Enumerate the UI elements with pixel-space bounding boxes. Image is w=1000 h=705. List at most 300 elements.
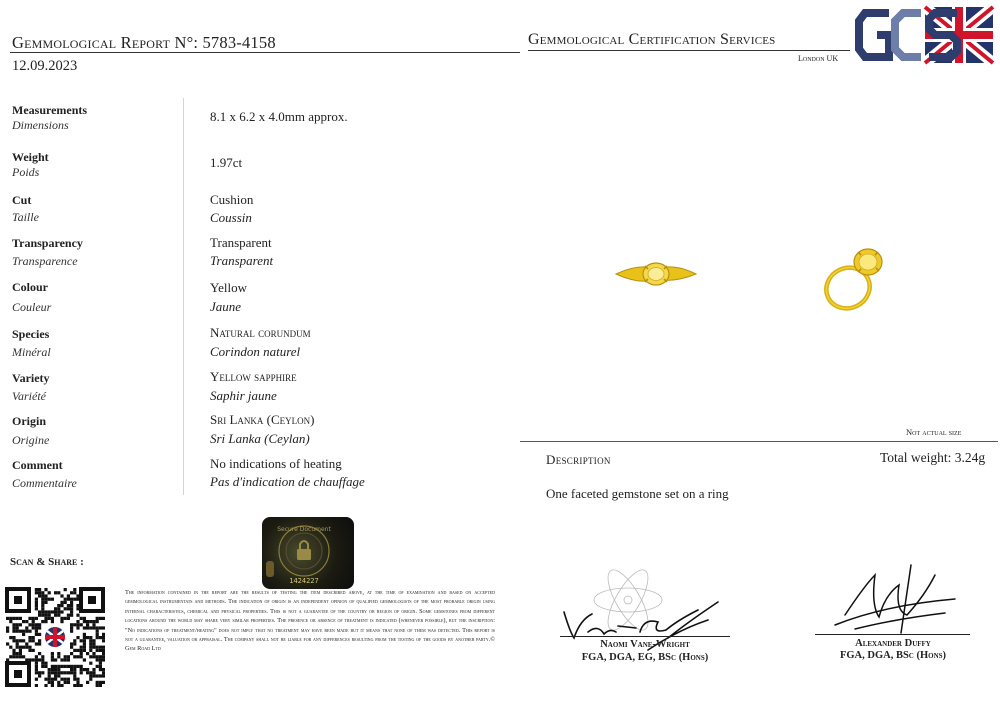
qr-module xyxy=(73,598,76,601)
qr-module xyxy=(16,646,19,649)
qr-module xyxy=(89,662,92,665)
qr-module xyxy=(44,601,47,604)
qr-module xyxy=(102,655,105,658)
qr-module xyxy=(76,649,79,652)
comment-value-fr: Pas d'indication de chauffage xyxy=(210,474,365,489)
qr-module xyxy=(89,639,92,642)
qr-module xyxy=(57,652,60,655)
qr-module xyxy=(67,665,70,668)
qr-module xyxy=(86,636,89,639)
qr-module xyxy=(38,594,41,597)
qr-module xyxy=(28,639,31,642)
qr-module xyxy=(99,626,102,629)
weight-label: Weight xyxy=(12,150,49,164)
qr-module xyxy=(96,617,99,620)
qr-module xyxy=(86,681,89,684)
qr-module xyxy=(22,639,25,642)
transparency-value-fr: Transparent xyxy=(210,253,274,268)
qr-module xyxy=(73,642,76,645)
qr-module xyxy=(38,639,41,642)
qr-module xyxy=(99,662,102,665)
qr-module xyxy=(89,642,92,645)
qr-module xyxy=(96,674,99,677)
qr-module xyxy=(102,636,105,639)
qr-module xyxy=(73,665,76,668)
qr-module xyxy=(9,617,12,620)
qr-module xyxy=(22,633,25,636)
cut-value-fr: Coussin xyxy=(210,210,252,225)
qr-module xyxy=(44,665,47,668)
qr-module xyxy=(60,594,63,597)
qr-module xyxy=(6,630,9,633)
qr-module xyxy=(51,620,54,623)
qr-module xyxy=(16,630,19,633)
qr-module xyxy=(35,598,38,601)
qr-module xyxy=(32,649,35,652)
qr-module xyxy=(12,639,15,642)
qr-module xyxy=(76,623,79,626)
qr-module xyxy=(96,636,99,639)
qr-module xyxy=(54,665,57,668)
qr-module xyxy=(80,665,83,668)
qr-module xyxy=(80,684,83,687)
report-date: 12.09.2023 xyxy=(12,58,78,74)
qr-module xyxy=(83,642,86,645)
variety-value: Yellow sapphire xyxy=(210,369,297,384)
qr-module xyxy=(16,623,19,626)
qr-module xyxy=(41,601,44,604)
qr-module xyxy=(9,636,12,639)
qr-module xyxy=(99,646,102,649)
qr-module xyxy=(96,658,99,661)
qr-module xyxy=(54,607,57,610)
qr-module xyxy=(44,620,47,623)
qr-module xyxy=(35,684,38,687)
qr-module xyxy=(70,630,73,633)
qr-module xyxy=(60,620,63,623)
qr-module xyxy=(73,674,76,677)
colour-label: Colour xyxy=(12,280,48,294)
qr-module xyxy=(54,674,57,677)
qr-module xyxy=(41,662,44,665)
qr-module xyxy=(83,658,86,661)
qr-module xyxy=(57,684,60,687)
qr-module xyxy=(44,617,47,620)
qr-module xyxy=(51,668,54,671)
qr-module xyxy=(25,646,28,649)
signatory-2-name: Alexander Duffy xyxy=(855,638,931,649)
qr-module xyxy=(32,636,35,639)
comment-value: No indications of heating xyxy=(210,456,342,471)
qr-module xyxy=(83,639,86,642)
company-name: Gemmological Certification Services xyxy=(528,31,776,48)
qr-module xyxy=(73,588,76,591)
qr-module xyxy=(16,617,19,620)
qr-module xyxy=(6,626,9,629)
qr-module xyxy=(60,601,63,604)
qr-module xyxy=(67,598,70,601)
qr-module xyxy=(86,668,89,671)
qr-module xyxy=(70,604,73,607)
qr-module xyxy=(32,626,35,629)
qr-module xyxy=(35,658,38,661)
qr-module xyxy=(76,678,79,681)
qr-module xyxy=(80,668,83,671)
variety-label: Variety xyxy=(12,371,50,385)
ring-top-view-image xyxy=(612,252,700,298)
qr-module xyxy=(12,655,15,658)
qr-module xyxy=(41,655,44,658)
qr-module xyxy=(48,674,51,677)
qr-module xyxy=(12,626,15,629)
qr-module xyxy=(38,588,41,591)
species-value-fr: Corindon naturel xyxy=(210,344,301,359)
signature-2-rule xyxy=(815,634,970,635)
qr-module xyxy=(96,681,99,684)
qr-module xyxy=(48,617,51,620)
qr-module xyxy=(70,652,73,655)
qr-module xyxy=(38,591,41,594)
qr-module xyxy=(99,649,102,652)
qr-module xyxy=(60,617,63,620)
qr-module xyxy=(89,636,92,639)
atom-watermark-icon xyxy=(594,565,662,636)
qr-module xyxy=(70,607,73,610)
qr-module xyxy=(83,620,86,623)
qr-module xyxy=(16,652,19,655)
qr-module xyxy=(51,681,54,684)
scan-share-label: Scan & Share : xyxy=(10,556,84,568)
qr-module xyxy=(35,630,38,633)
qr-module xyxy=(102,617,105,620)
qr-module xyxy=(41,620,44,623)
qr-module xyxy=(51,655,54,658)
qr-module xyxy=(99,674,102,677)
qr-module xyxy=(38,614,41,617)
qr-module xyxy=(102,639,105,642)
species-value: Natural corundum xyxy=(210,325,311,340)
qr-module xyxy=(12,652,15,655)
qr-module xyxy=(83,668,86,671)
qr-module xyxy=(57,604,60,607)
qr-module xyxy=(38,623,41,626)
measurements-value: 8.1 x 6.2 x 4.0mm approx. xyxy=(210,109,348,124)
qr-module xyxy=(76,665,79,668)
qr-module xyxy=(57,674,60,677)
qr-module xyxy=(96,649,99,652)
qr-module xyxy=(60,665,63,668)
qr-module xyxy=(35,604,38,607)
qr-module xyxy=(67,671,70,674)
qr-module xyxy=(44,610,47,613)
qr-module xyxy=(73,671,76,674)
qr-module xyxy=(48,671,51,674)
qr-module xyxy=(76,620,79,623)
qr-module xyxy=(41,665,44,668)
qr-module xyxy=(67,594,70,597)
qr-module xyxy=(60,678,63,681)
qr-module xyxy=(57,668,60,671)
qr-module xyxy=(96,626,99,629)
comment-label: Comment xyxy=(12,458,63,472)
colour-label-fr: Couleur xyxy=(12,300,52,314)
qr-module xyxy=(99,636,102,639)
origin-label: Origin xyxy=(12,414,47,428)
description-text: One faceted gemstone set on a ring xyxy=(546,486,729,501)
qr-module xyxy=(41,610,44,613)
qr-module xyxy=(35,633,38,636)
report-title: Gemmological Report N°: 5783-4158 xyxy=(12,33,276,52)
padlock-icon xyxy=(297,541,311,560)
qr-module xyxy=(35,601,38,604)
qr-module xyxy=(9,620,12,623)
qr-module xyxy=(9,646,12,649)
qr-module xyxy=(80,617,83,620)
qr-module xyxy=(76,636,79,639)
measurements-label: Measurements xyxy=(12,103,88,117)
security-hologram xyxy=(262,517,354,589)
qr-module xyxy=(80,646,83,649)
qr-module xyxy=(25,626,28,629)
qr-module xyxy=(41,658,44,661)
comment-label-fr: Commentaire xyxy=(12,476,77,490)
qr-module xyxy=(35,626,38,629)
qr-module xyxy=(96,684,99,687)
qr-module xyxy=(51,658,54,661)
qr-module xyxy=(92,674,95,677)
qr-module xyxy=(64,588,67,591)
origin-label-fr: Origine xyxy=(12,433,50,447)
qr-module xyxy=(67,604,70,607)
qr-module xyxy=(99,668,102,671)
qr-module xyxy=(80,671,83,674)
qr-module xyxy=(99,658,102,661)
qr-module xyxy=(51,678,54,681)
qr-module xyxy=(38,626,41,629)
qr-module xyxy=(12,649,15,652)
qr-module xyxy=(83,617,86,620)
qr-module xyxy=(67,614,70,617)
qr-module xyxy=(41,591,44,594)
qr-module xyxy=(12,623,15,626)
qr-module xyxy=(73,684,76,687)
qr-module xyxy=(35,617,38,620)
qr-module xyxy=(57,681,60,684)
qr-module xyxy=(35,642,38,645)
qr-module xyxy=(57,610,60,613)
qr-module xyxy=(41,671,44,674)
qr-module xyxy=(99,655,102,658)
not-actual-size-note: Not actual size xyxy=(906,427,962,437)
qr-module xyxy=(80,649,83,652)
qr-module xyxy=(35,591,38,594)
qr-module xyxy=(35,623,38,626)
qr-module xyxy=(102,671,105,674)
qr-module xyxy=(76,684,79,687)
qr-module xyxy=(76,614,79,617)
qr-module xyxy=(70,601,73,604)
qr-module xyxy=(92,671,95,674)
qr-module xyxy=(19,646,22,649)
qr-module xyxy=(44,594,47,597)
qr-module xyxy=(64,607,67,610)
qr-module xyxy=(80,655,83,658)
ring-side-view-image xyxy=(818,242,898,314)
qr-module xyxy=(28,636,31,639)
qr-module xyxy=(35,678,38,681)
qr-module xyxy=(22,630,25,633)
qr-module xyxy=(64,671,67,674)
qr-module xyxy=(25,620,28,623)
species-label: Species xyxy=(12,327,50,341)
qr-module xyxy=(92,626,95,629)
qr-module xyxy=(35,607,38,610)
qr-module xyxy=(70,614,73,617)
qr-module xyxy=(35,668,38,671)
qr-module xyxy=(102,658,105,661)
disclaimer-text: The information contained in the report are the results of testing the item described above, at the time of examination and based on accepted gemmological instrumentats and methods. The indication of origin is an independent opinion of qualified gemmologists of the most probable origin using internal characteristics, chemical and physical properties. This is not a guarantee of the country or region of origin. Some gemstones from different locations around the world may share very similar properties. The presence or absence of treatment is indicated (whenever possible), but the inscription: "No indications of treatment/heating" does not imply that no treatment may have been made but it means that none of them was detected. This report is not a guarantee, valuation or appraisal. The company shall not be liable for any differences resulting from the testing of the goods by another party.© Gem Road Ltd xyxy=(125,589,495,653)
qr-code[interactable] xyxy=(5,587,105,687)
qr-module xyxy=(38,642,41,645)
qr-module xyxy=(51,684,54,687)
qr-module xyxy=(102,681,105,684)
qr-module xyxy=(67,607,70,610)
qr-module xyxy=(92,668,95,671)
qr-module xyxy=(70,646,73,649)
cut-value: Cushion xyxy=(210,192,254,207)
qr-module xyxy=(48,614,51,617)
qr-module xyxy=(86,620,89,623)
qr-module xyxy=(80,623,83,626)
qr-module xyxy=(22,646,25,649)
qr-module xyxy=(60,684,63,687)
header-rule xyxy=(10,52,520,53)
qr-module xyxy=(86,623,89,626)
qr-module xyxy=(32,623,35,626)
qr-module xyxy=(92,639,95,642)
qr-module xyxy=(99,684,102,687)
qr-module xyxy=(32,617,35,620)
qr-module xyxy=(38,633,41,636)
qr-module xyxy=(73,655,76,658)
qr-module xyxy=(64,665,67,668)
qr-module xyxy=(73,623,76,626)
qr-module xyxy=(41,614,44,617)
qr-module xyxy=(64,658,67,661)
qr-module xyxy=(48,598,51,601)
signatory-1-quals: FGA, DGA, EG, BSc (Hons) xyxy=(581,652,709,663)
qr-module xyxy=(6,617,9,620)
qr-module xyxy=(19,652,22,655)
qr-module xyxy=(57,614,60,617)
qr-module xyxy=(54,610,57,613)
total-weight: Total weight: 3.24g xyxy=(880,450,986,465)
qr-module xyxy=(89,620,92,623)
transparency-value: Transparent xyxy=(210,235,272,250)
hologram-serial: 1424227 xyxy=(289,577,319,585)
qr-module xyxy=(16,655,19,658)
qr-module xyxy=(57,665,60,668)
qr-module xyxy=(28,623,31,626)
cut-label-fr: Taille xyxy=(12,210,39,224)
qr-module xyxy=(96,630,99,633)
qr-module xyxy=(92,646,95,649)
qr-module xyxy=(102,674,105,677)
qr-module xyxy=(70,610,73,613)
qr-module xyxy=(102,652,105,655)
qr-module xyxy=(102,649,105,652)
qr-module xyxy=(64,598,67,601)
qr-module xyxy=(86,626,89,629)
qr-module xyxy=(44,598,47,601)
qr-module xyxy=(70,665,73,668)
qr-module xyxy=(16,642,19,645)
qr-module xyxy=(48,681,51,684)
qr-module xyxy=(54,658,57,661)
qr-module xyxy=(96,646,99,649)
qr-module xyxy=(35,588,38,591)
transparency-label: Transparency xyxy=(12,236,83,250)
qr-module xyxy=(54,591,57,594)
qr-module xyxy=(41,594,44,597)
variety-value-fr: Saphir jaune xyxy=(210,388,277,403)
qr-module xyxy=(32,639,35,642)
colour-value-fr: Jaune xyxy=(210,299,242,314)
qr-module xyxy=(83,626,86,629)
colour-value: Yellow xyxy=(210,280,247,295)
qr-module xyxy=(38,652,41,655)
qr-module xyxy=(48,610,51,613)
qr-module xyxy=(28,630,31,633)
qr-module xyxy=(92,620,95,623)
qr-module xyxy=(38,674,41,677)
qr-module xyxy=(83,636,86,639)
qr-module xyxy=(80,652,83,655)
qr-module xyxy=(76,626,79,629)
qr-module xyxy=(28,649,31,652)
qr-module xyxy=(19,617,22,620)
origin-value: Sri Lanka (Ceylon) xyxy=(210,412,315,427)
qr-module xyxy=(70,598,73,601)
qr-module xyxy=(86,652,89,655)
cut-label: Cut xyxy=(12,193,32,207)
qr-module xyxy=(51,652,54,655)
qr-module xyxy=(12,636,15,639)
qr-module xyxy=(35,671,38,674)
hologram-text: Secure Document xyxy=(277,526,331,533)
qr-module xyxy=(44,684,47,687)
qr-module xyxy=(67,617,70,620)
qr-module xyxy=(83,633,86,636)
qr-module xyxy=(99,617,102,620)
qr-module xyxy=(96,620,99,623)
qr-module xyxy=(102,633,105,636)
signatory-2-quals: FGA, DGA, BSc (Hons) xyxy=(839,650,947,661)
qr-module xyxy=(73,649,76,652)
qr-module xyxy=(41,604,44,607)
qr-module xyxy=(96,665,99,668)
qr-module xyxy=(44,678,47,681)
qr-module xyxy=(19,639,22,642)
transparency-label-fr: Transparence xyxy=(12,254,78,268)
species-label-fr: Minéral xyxy=(12,345,51,359)
origin-value-fr: Sri Lanka (Ceylan) xyxy=(210,431,310,446)
qr-module xyxy=(76,655,79,658)
qr-module xyxy=(35,665,38,668)
qr-module xyxy=(32,620,35,623)
qr-flag-icon xyxy=(43,625,67,649)
qr-module xyxy=(67,678,70,681)
